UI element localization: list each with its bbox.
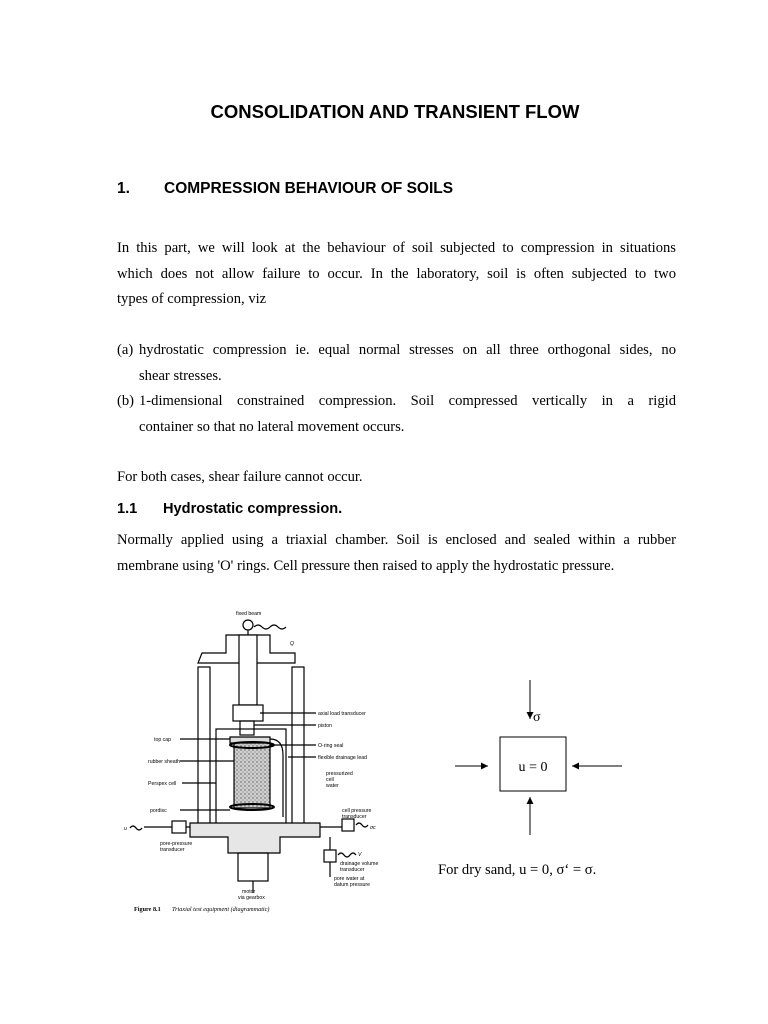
method-line: membrane using 'O' rings. Cell pressure then raised to apply the hydrostatic pressure. — [117, 557, 615, 574]
fig-symbol: Q — [290, 641, 295, 647]
fig-symbol: u — [124, 826, 127, 832]
fig-label: drainage volume — [340, 861, 379, 867]
fig-label: fixed beam — [236, 611, 262, 617]
list-item-text: hydrostatic compression ie. equal normal stresses on all three orthogonal sides, no — [139, 342, 676, 358]
fig-label: motor — [242, 889, 256, 895]
fig-label: water — [326, 783, 339, 789]
list-item-continuation: container so that no lateral movement occurs. — [139, 418, 405, 435]
list-item-continuation: shear stresses. — [139, 367, 222, 384]
list-item-line — [117, 338, 676, 364]
list-item-a — [117, 338, 676, 389]
fig-symbol: V — [358, 852, 362, 858]
intro-line: In this part, we will look at the behaviour of soil subjected to compression in situations — [117, 240, 676, 256]
fig-symbol: σc — [370, 825, 376, 831]
fig-label: O-ring seal — [318, 743, 344, 749]
fig-label: flexible drainage lead — [318, 755, 368, 761]
method-paragraph — [117, 528, 676, 579]
figure-caption-number: Figure 8.1 — [134, 906, 161, 913]
method-line: Normally applied using a triaxial chamber. Soil is enclosed and sealed within a rubber — [117, 532, 676, 548]
fig-label: via gearbox — [238, 895, 265, 901]
list-item-text: 1-dimensional constrained compression. Soil compressed vertically in a rigid — [139, 393, 676, 409]
fig-label: cell — [326, 777, 334, 783]
fig-label: pordisc — [150, 808, 167, 814]
intro-line: types of compression, viz — [117, 291, 267, 307]
fig-label: datum pressure — [334, 882, 371, 888]
page-title: CONSOLIDATION AND TRANSIENT FLOW — [210, 101, 580, 122]
fig-label: rubber sheath — [148, 759, 181, 765]
fig-label: transducer — [160, 847, 185, 853]
section-title: COMPRESSION BEHAVIOUR OF SOILS — [164, 180, 454, 197]
stress-diagram — [440, 675, 640, 835]
list-item-b — [117, 389, 676, 440]
subsection-title: Hydrostatic compression. — [163, 501, 343, 517]
fig-label: pore-pressure — [160, 841, 193, 847]
fig-label: cell pressure — [342, 808, 372, 814]
fig-label: axial load transducer — [318, 711, 366, 717]
sigma-symbol: σ — [533, 710, 541, 725]
intro-paragraph — [117, 236, 676, 313]
dry-sand-note: For dry sand, u = 0, σ‘ = σ. — [438, 862, 597, 878]
fig-label: pressurized — [326, 771, 353, 777]
subsection-number: 1.1 — [117, 501, 138, 517]
pore-pressure-label: u = 0 — [518, 760, 548, 775]
fig-label: top cap — [154, 737, 172, 743]
triaxial-figure — [120, 605, 410, 920]
fig-label: transducer — [342, 814, 367, 820]
list-item-label: (a) — [117, 342, 134, 358]
fig-label: pore water at — [334, 876, 365, 882]
shear-note: For both cases, shear failure cannot occur. — [117, 469, 363, 485]
list-item-label: (b) — [117, 393, 135, 409]
figure-caption-text: Triaxial test equipment (diagrammatic) — [172, 906, 270, 913]
section-number: 1. — [117, 180, 130, 197]
fig-label: piston — [318, 723, 332, 729]
list-item-line — [117, 389, 676, 415]
fig-label: Perspex cell — [148, 781, 177, 787]
fig-label: transducer — [340, 867, 365, 873]
intro-line: which does not allow failure to occur. In the laboratory, soil is often subjected to two — [117, 265, 676, 282]
